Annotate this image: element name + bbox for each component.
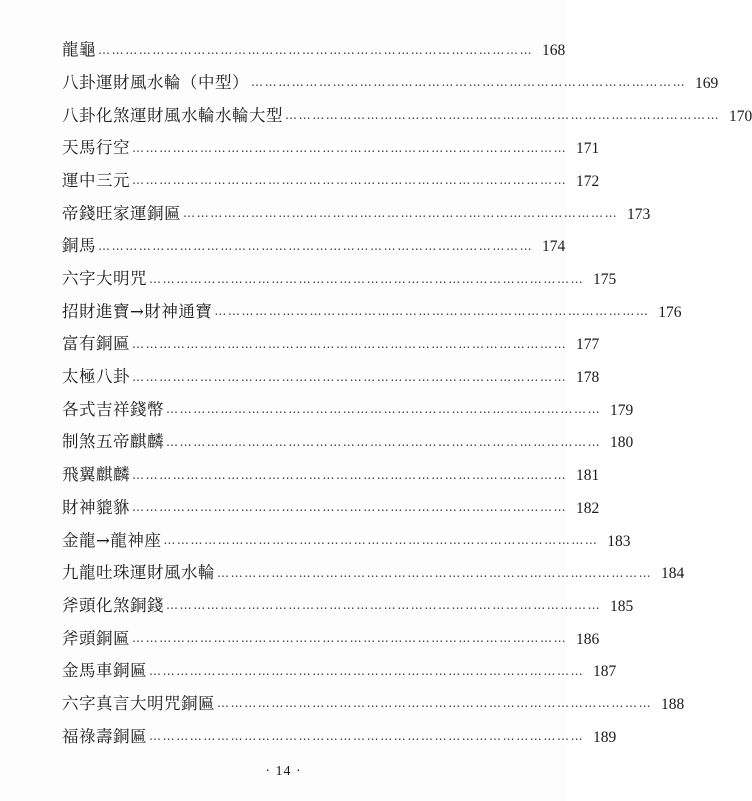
toc-entry[interactable] (62, 59, 719, 92)
dot-leader: …………………………………………………………………………………… (149, 663, 585, 678)
dot-leader: …………………………………………………………………………………… (132, 173, 568, 188)
toc-entry[interactable] (62, 288, 682, 321)
entry-page-number: 181 (575, 467, 600, 485)
entry-title: 斧頭化煞銅錢 (62, 595, 164, 615)
dot-leader: …………………………………………………………………………………… (251, 75, 687, 90)
dot-leader: …………………………………………………………………………………… (163, 533, 599, 547)
entry-title: 各式吉祥錢幣 (62, 399, 164, 419)
entry-page-number: 189 (592, 728, 617, 746)
dot-leader: …………………………………………………………………………………… (132, 369, 568, 384)
entry-page-number: 172 (575, 172, 600, 190)
entry-title: 財神貔貅 (62, 497, 130, 517)
toc-entry[interactable] (62, 189, 651, 223)
toc-entry[interactable] (62, 255, 617, 288)
toc-entry[interactable] (62, 549, 685, 583)
entry-title: 金龍→龍神座 (62, 530, 162, 550)
dot-leader: …………………………………………………………………………………… (217, 696, 653, 711)
toc-entry[interactable] (62, 582, 634, 615)
toc-entry[interactable] (62, 451, 600, 485)
dot-leader: …………………………………………………………………………………… (98, 238, 534, 253)
entry-page-number: 184 (660, 565, 685, 583)
entry-title: 六字大明咒 (62, 269, 147, 288)
entry-page-number: 170 (728, 107, 752, 125)
dot-leader: …………………………………………………………………………………… (132, 500, 568, 515)
dot-leader: …………………………………………………………………………………… (166, 598, 602, 613)
dot-leader: …………………………………………………………………………………… (132, 336, 568, 351)
dot-leader: …………………………………………………………………………………… (98, 42, 534, 57)
table-of-contents (62, 26, 752, 746)
entry-page-number: 178 (575, 369, 600, 387)
entry-page-number: 175 (592, 271, 617, 288)
entry-page-number: 188 (660, 695, 685, 713)
entry-title: 帝錢旺家運銅匾 (62, 203, 181, 223)
toc-entry[interactable] (62, 353, 600, 387)
dot-leader: …………………………………………………………………………………… (132, 631, 568, 646)
entry-title: 六字真言大明咒銅匾 (62, 693, 215, 713)
entry-page-number: 176 (658, 303, 682, 321)
entry-page-number: 171 (575, 140, 600, 158)
entry-page-number: 185 (609, 597, 634, 615)
entry-page-number: 174 (541, 238, 566, 256)
entry-page-number: 182 (575, 499, 600, 517)
entry-title: 九龍吐珠運財風水輪 (62, 563, 215, 583)
entry-page-number: 187 (592, 663, 617, 681)
entry-title: 銅馬 (62, 236, 96, 256)
entry-title: 福祿壽銅匾 (62, 726, 147, 746)
entry-page-number: 186 (575, 630, 600, 648)
entry-title: 富有銅匾 (62, 334, 130, 354)
toc-entry[interactable] (62, 516, 631, 550)
entry-page-number: 183 (607, 532, 631, 550)
entry-page-number: 173 (626, 205, 651, 223)
entry-page-number: 180 (609, 434, 634, 452)
toc-entry[interactable] (62, 91, 752, 125)
toc-entry[interactable] (62, 157, 600, 190)
toc-entry[interactable] (62, 124, 600, 158)
toc-entry[interactable] (62, 680, 685, 713)
toc-entry[interactable] (62, 222, 566, 256)
entry-title: 制煞五帝麒麟 (62, 432, 164, 452)
entry-title: 飛翼麒麟 (62, 465, 130, 485)
entry-title: 八卦化煞運財風水輪水輪大型 (62, 105, 283, 125)
dot-leader: …………………………………………………………………………………… (183, 206, 619, 221)
entry-title: 龍龜 (62, 40, 96, 60)
toc-entry[interactable] (62, 712, 617, 746)
dot-leader: …………………………………………………………………………………… (217, 565, 653, 580)
entry-title: 天馬行空 (62, 138, 130, 158)
dot-leader: …………………………………………………………………………………… (285, 108, 721, 123)
toc-entry[interactable] (62, 320, 600, 354)
entry-title: 運中三元 (62, 170, 130, 190)
dot-leader: …………………………………………………………………………………… (149, 271, 585, 286)
dot-leader: …………………………………………………………………………………… (132, 140, 568, 155)
entry-page-number: 179 (609, 401, 634, 419)
entry-page-number: 168 (541, 42, 566, 60)
toc-entry[interactable] (62, 647, 617, 681)
dot-leader: …………………………………………………………………………………… (132, 467, 568, 482)
entry-title: 八卦運財風水輪（中型） (62, 72, 249, 92)
toc-entry[interactable] (62, 484, 600, 517)
toc-entry[interactable] (62, 614, 600, 648)
toc-entry[interactable] (62, 386, 634, 419)
entry-title: 招財進寶→財神通寶 (62, 301, 213, 321)
entry-title: 斧頭銅匾 (62, 628, 130, 648)
page-number: · 14 · (265, 764, 302, 779)
dot-leader: …………………………………………………………………………………… (166, 434, 602, 449)
dot-leader: …………………………………………………………………………………… (214, 304, 650, 319)
dot-leader: …………………………………………………………………………………… (166, 402, 602, 417)
dot-leader: …………………………………………………………………………………… (149, 729, 585, 744)
toc-entry[interactable] (62, 418, 634, 452)
toc-entry[interactable] (62, 26, 566, 60)
entry-title: 金馬車銅匾 (62, 661, 147, 681)
entry-page-number: 169 (694, 74, 719, 92)
entry-page-number: 177 (575, 336, 600, 354)
entry-title: 太極八卦 (62, 367, 130, 387)
